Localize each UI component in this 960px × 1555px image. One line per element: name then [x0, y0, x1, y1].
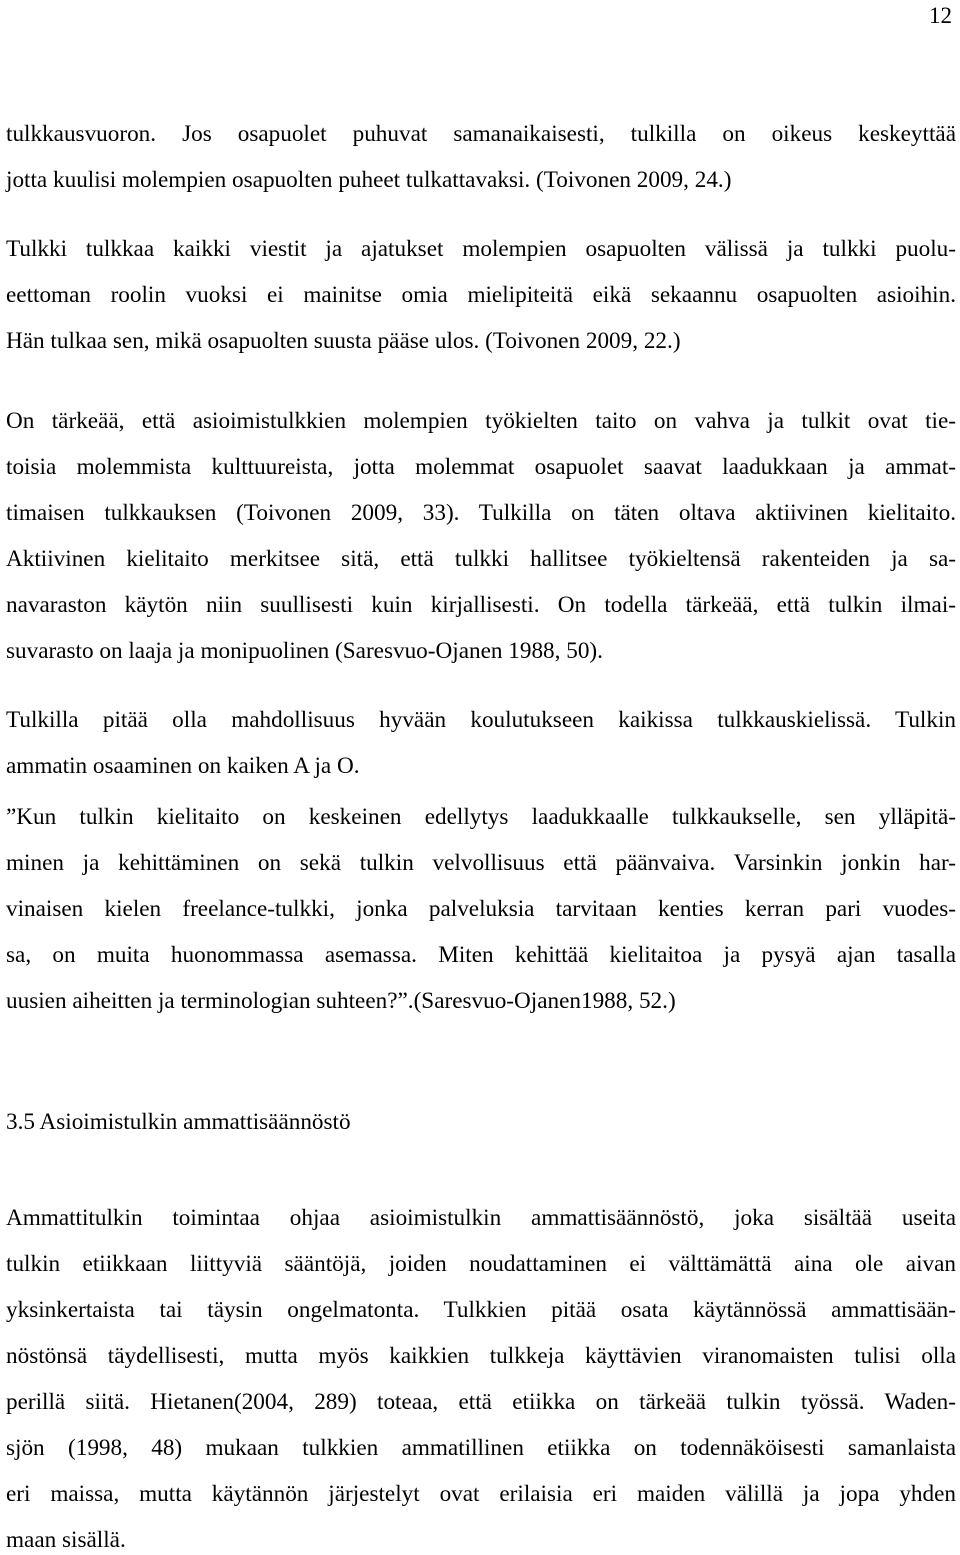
- paragraph-2-line-2: eettoman roolin vuoksi ei mainitse omia mielipiteitä eikä sekaannu osapuolten asioihin.: [6, 282, 956, 308]
- section-paragraph-line-3: yksinkertaista tai täysin ongelmatonta. Tulkkien pitää osata käytännössä ammattisään-: [6, 1297, 956, 1323]
- quote-line-3: vinaisen kielen freelance-tulkki, jonka palveluksia tarvitaan kenties kerran pari vuodes-: [6, 896, 956, 922]
- paragraph-3-line-3: timaisen tulkkauksen (Toivonen 2009, 33). Tulkilla on täten oltava aktiivinen kielitaito.: [6, 500, 956, 526]
- paragraph-3-line-1: On tärkeää, että asioimistulkkien molempien työkielten taito on vahva ja tulkit ovat tie-: [6, 408, 956, 434]
- quote-line-5: uusien aiheitten ja terminologian suhteen?”.(Saresvuo-Ojanen1988, 52.): [6, 988, 676, 1014]
- section-paragraph-line-1: Ammattitulkin toimintaa ohjaa asioimistulkin ammattisäännöstö, joka sisältää useita: [6, 1205, 956, 1231]
- paragraph-3-line-4: Aktiivinen kielitaito merkitsee sitä, että tulkki hallitsee työkieltensä rakenteiden ja sa-: [6, 546, 956, 572]
- paragraph-3-line-2: toisia molemmista kulttuureista, jotta molemmat osapuolet saavat laadukkaan ja ammat-: [6, 454, 956, 480]
- section-paragraph-line-2: tulkin etiikkaan liittyviä sääntöjä, joiden noudattaminen ei välttämättä aina ole aivan: [6, 1251, 956, 1277]
- paragraph-1-line-2: jotta kuulisi molempien osapuolten puheet tulkattavaksi. (Toivonen 2009, 24.): [6, 167, 732, 193]
- quote-line-1: ”Kun tulkin kielitaito on keskeinen edellytys laadukkaalle tulkkaukselle, sen ylläpitä-: [6, 804, 956, 830]
- paragraph-3-line-5: navaraston käytön niin suullisesti kuin kirjallisesti. On todella tärkeää, että tulkin ilmai-: [6, 592, 956, 618]
- paragraph-4-line-1: Tulkilla pitää olla mahdollisuus hyvään koulutukseen kaikissa tulkkauskielissä. Tulkin: [6, 707, 956, 733]
- quote-line-2: minen ja kehittäminen on sekä tulkin velvollisuus että päänvaiva. Varsinkin jonkin har-: [6, 850, 956, 876]
- quote-line-4: sa, on muita huonommassa asemassa. Miten kehittää kielitaitoa ja pysyä ajan tasalla: [6, 942, 956, 968]
- section-paragraph-line-7: eri maissa, mutta käytännön järjestelyt ovat erilaisia eri maiden välillä ja jopa yhden: [6, 1481, 956, 1507]
- section-heading: 3.5 Asioimistulkin ammattisäännöstö: [6, 1109, 351, 1135]
- paragraph-2-line-1: Tulkki tulkkaa kaikki viestit ja ajatukset molempien osapuolten välissä ja tulkki puolu-: [6, 236, 956, 262]
- section-paragraph-line-6: sjön (1998, 48) mukaan tulkkien ammatillinen etiikka on todennäköisesti samanlaista: [6, 1435, 956, 1461]
- section-paragraph-line-4: nöstönsä täydellisesti, mutta myös kaikkien tulkkeja käyttävien viranomaisten tulisi olla: [6, 1343, 956, 1369]
- paragraph-4-line-2: ammatin osaaminen on kaiken A ja O.: [6, 753, 360, 779]
- paragraph-2-line-3: Hän tulkaa sen, mikä osapuolten suusta pääse ulos. (Toivonen 2009, 22.): [6, 328, 681, 354]
- paragraph-1-line-1: tulkkausvuoron. Jos osapuolet puhuvat samanaikaisesti, tulkilla on oikeus keskeyttää: [6, 121, 956, 147]
- page-number: 12: [929, 3, 952, 28]
- paragraph-3-line-6: suvarasto on laaja ja monipuolinen (Saresvuo-Ojanen 1988, 50).: [6, 638, 603, 664]
- section-paragraph-line-5: perillä siitä. Hietanen(2004, 289) toteaa, että etiikka on tärkeää tulkin työssä. Waden-: [6, 1389, 956, 1415]
- section-paragraph-line-8: maan sisällä.: [6, 1527, 126, 1553]
